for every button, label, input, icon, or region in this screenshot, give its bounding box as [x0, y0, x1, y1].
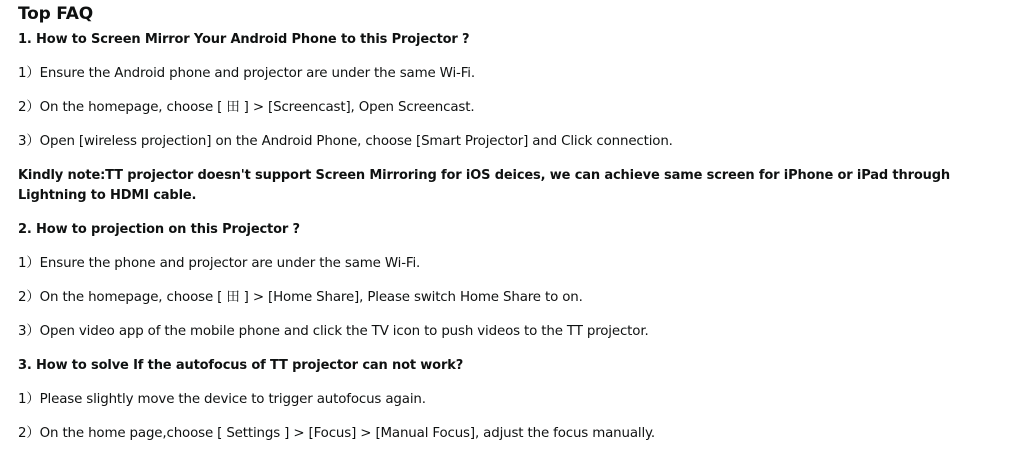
faq-question-1: 1. How to Screen Mirror Your Android Phone to this Projector ? [18, 32, 470, 47]
faq-step: 3）Open video app of the mobile phone and click the TV icon to push videos to the TT projector. [18, 324, 649, 339]
faq-step: 2）On the homepage, choose [ 田 ] > [Home Share], Please switch Home Share to on. [18, 290, 583, 305]
faq-step: 2）On the homepage, choose [ 田 ] > [Screencast], Open Screencast. [18, 100, 475, 115]
faq-question-3: 3. How to solve If the autofocus of TT projector can not work? [18, 358, 464, 373]
faq-step: 1）Ensure the Android phone and projector are under the same Wi-Fi. [18, 66, 475, 81]
kindly-note: Kindly note:TT projector doesn't support Screen Mirroring for iOS deices, we can achieve same screen for iPhone or iPad through Lightning to HDMI cable. [18, 168, 950, 203]
faq-question-2: 2. How to projection on this Projector ? [18, 222, 300, 237]
faq-step: 2）On the home page,choose [ Settings ] > [Focus] > [Manual Focus], adjust the focus manually. [18, 426, 656, 441]
faq-step: 1）Ensure the phone and projector are under the same Wi-Fi. [18, 256, 421, 271]
faq-step: 1）Please slightly move the device to trigger autofocus again. [18, 392, 426, 407]
faq-step: 3）Open [wireless projection] on the Android Phone, choose [Smart Projector] and Click connection. [18, 134, 673, 149]
faq-title: Top FAQ [18, 4, 93, 24]
